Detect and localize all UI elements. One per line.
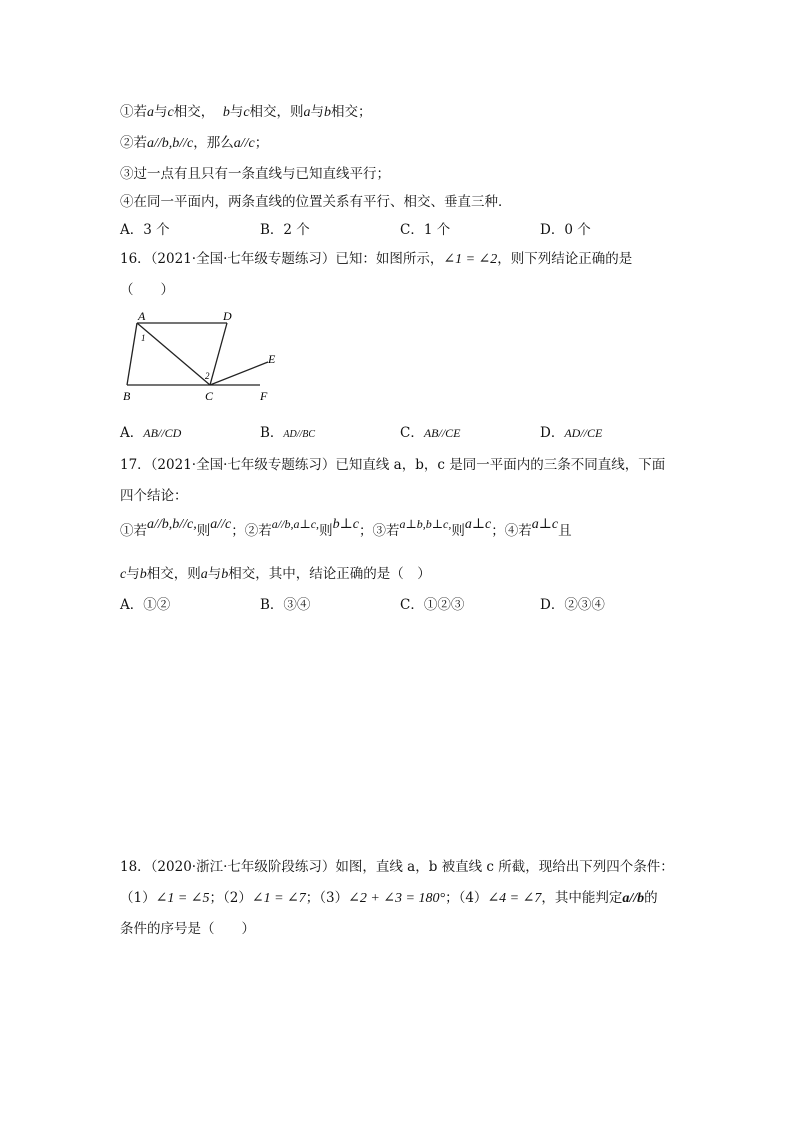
q16-figure — [110, 305, 300, 405]
q15-statement-2 — [120, 131, 268, 152]
q17-stem-line-1: 17．（2021·全国·七年级专题练习）已知直线 a，b，c 是同一平面内的三条不同直线，下面 — [120, 457, 666, 473]
math-expression: a//b,b//c, — [147, 517, 197, 532]
q17-option-d[interactable]: D．②③④ — [540, 597, 605, 613]
option-letter: D． — [540, 425, 565, 441]
math-expression: a⊥c — [464, 517, 492, 532]
q17-conclusions — [120, 519, 572, 540]
label-C: C — [205, 389, 214, 403]
q18-stem-line-3: 条件的序号是（ ） — [120, 921, 255, 937]
text: （4） — [458, 890, 488, 906]
math-expression: a⊥c — [531, 517, 559, 532]
q18-stem: 18．（2020·浙江·七年级阶段练习）如图，直线 a，b 被直线 c 所截，现给出下列四个条件： — [120, 859, 674, 875]
text: ；④若 — [491, 523, 532, 539]
math-expression: a//c — [210, 517, 232, 532]
math-expression: a//b — [622, 891, 645, 906]
text: （1） — [120, 890, 156, 906]
text: ； — [254, 135, 269, 151]
q16-paren: （ ） — [120, 282, 174, 298]
q16-option-b[interactable] — [260, 421, 315, 441]
math-expression: ∠2 + ∠3 = 180° — [348, 891, 446, 906]
math-expression: AB//CE — [423, 426, 461, 440]
math-expression: a⊥b,b⊥c, — [399, 517, 452, 531]
q15-statement-1 — [120, 100, 372, 121]
math-b: b — [221, 567, 229, 582]
math-c: c — [167, 105, 174, 120]
text: 相交，则 — [249, 104, 304, 120]
q17-stem-line-2: 四个结论： — [120, 488, 188, 504]
math-expression: AD//CE — [564, 426, 603, 440]
text: 与 — [310, 104, 325, 120]
text: ； — [305, 890, 320, 906]
text: ；②若 — [231, 523, 272, 539]
label-B: B — [123, 389, 131, 403]
text: ；③若 — [358, 523, 400, 539]
text: 相交，则 — [146, 566, 201, 582]
q15-option-c[interactable]: C．1 个 — [400, 222, 451, 238]
math-a: a — [147, 105, 154, 120]
math-b: b — [324, 105, 332, 120]
q15-option-d[interactable]: D．0 个 — [540, 222, 591, 238]
math-expression: AB//CD — [143, 426, 182, 440]
q18-conditions — [120, 886, 658, 907]
q16-stem — [120, 247, 632, 268]
label-D: D — [223, 309, 232, 323]
math-expression: ∠4 = ∠7 — [487, 891, 542, 906]
math-b: b — [139, 567, 147, 582]
q15-option-b[interactable]: B．2 个 — [260, 222, 310, 238]
math-expression: ∠1 = ∠2 — [443, 252, 498, 267]
text: ①若 — [120, 104, 147, 120]
label-angle-2: 2 — [205, 371, 210, 381]
math-expression: a//b,a⊥c, — [271, 517, 320, 531]
q15-statement-3: ③过一点有且只有一条直线与已知直线平行； — [120, 166, 390, 182]
math-c: c — [120, 567, 127, 582]
text: 则 — [451, 523, 465, 539]
text: 与 — [154, 104, 168, 120]
text: ； — [209, 890, 224, 906]
math-a: a — [303, 105, 311, 120]
text: （3） — [319, 890, 349, 906]
text: 相交，其中，结论正确的是（ ） — [228, 566, 431, 582]
option-letter: C． — [400, 425, 424, 441]
label-angle-1: 1 — [141, 333, 146, 343]
math-expression: a//b,b//c — [147, 136, 194, 151]
q16-option-c[interactable] — [400, 421, 461, 441]
q15-option-a[interactable]: A．3 个 — [120, 222, 170, 238]
q17-option-c[interactable]: C．①②③ — [400, 597, 465, 613]
option-letter: B． — [260, 425, 284, 441]
text: 与 — [207, 566, 222, 582]
option-letter: A． — [120, 425, 144, 441]
q17-option-a[interactable]: A．①② — [120, 597, 171, 613]
text: 且 — [558, 523, 572, 539]
text: 的 — [644, 890, 658, 906]
text: 与 — [229, 104, 244, 120]
q16-option-a[interactable] — [120, 421, 181, 441]
text: 则 — [196, 523, 211, 539]
label-F: F — [260, 389, 268, 403]
text: 与 — [126, 566, 140, 582]
text: 则 — [319, 523, 333, 539]
math-b: b — [222, 105, 230, 120]
math-expression: ∠1 = ∠5 — [155, 891, 210, 906]
text: ，则下列结论正确的是 — [497, 251, 633, 267]
text: ，其中能判定 — [541, 890, 623, 906]
math-c: c — [243, 105, 250, 120]
math-a: a — [200, 567, 208, 582]
q17-option-b[interactable]: B．③④ — [260, 597, 311, 613]
math-expression: AD//BC — [283, 429, 316, 440]
text: 16．（2021·全国·七年级专题练习）已知：如图所示， — [120, 251, 444, 267]
math-expression: ∠1 = ∠7 — [251, 891, 306, 906]
math-expression: b⊥c — [332, 517, 359, 532]
q17-stem-line-3 — [120, 562, 431, 583]
text: ②若 — [120, 135, 147, 151]
label-E: E — [268, 352, 276, 366]
text: ，那么 — [193, 135, 234, 151]
text: ①若 — [120, 523, 147, 539]
text: 相交， — [173, 104, 215, 120]
q16-option-d[interactable] — [540, 421, 602, 441]
text: 相交； — [331, 104, 372, 120]
q15-statement-4: ④在同一平面内，两条直线的位置关系有平行、相交、垂直三种． — [120, 194, 512, 210]
text: （2） — [223, 890, 252, 906]
text: ； — [445, 890, 459, 906]
label-A: A — [138, 309, 146, 323]
math-expression: a//c — [233, 136, 255, 151]
